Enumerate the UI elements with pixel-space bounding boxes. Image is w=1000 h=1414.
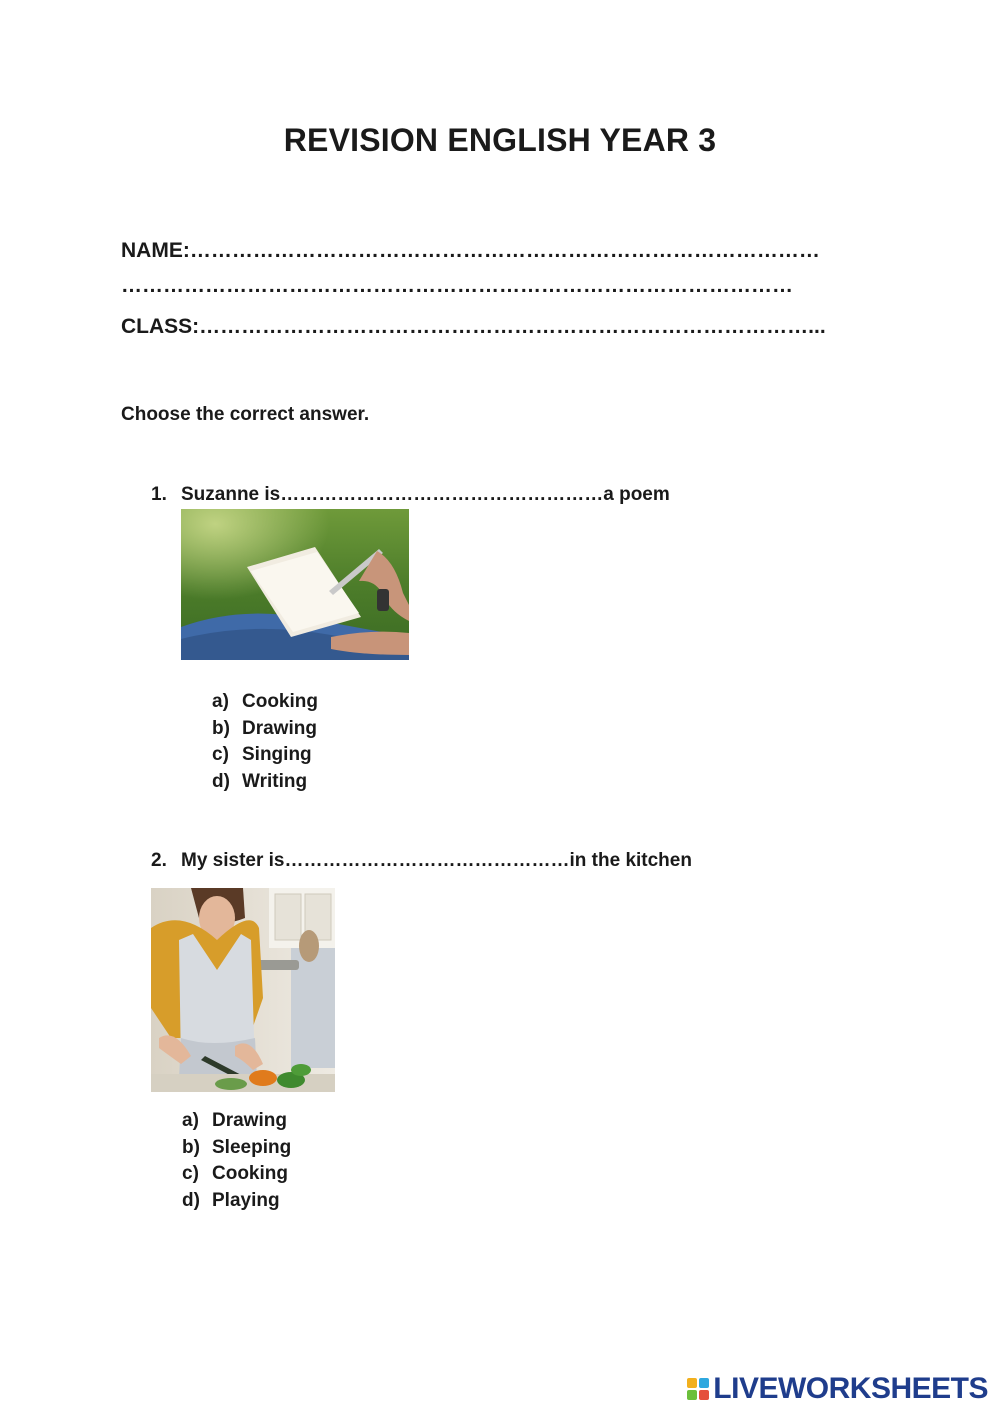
name-dots: ……………………………………………………………………………… (189, 239, 820, 262)
option-d[interactable] (182, 1188, 291, 1215)
writing-photo (181, 509, 409, 660)
option-letter: d) (182, 1190, 200, 1212)
name-field-continuation[interactable] (121, 274, 793, 298)
question-1 (151, 484, 670, 506)
option-text: Drawing (242, 717, 317, 739)
option-letter: c) (182, 1163, 199, 1185)
name-dots-line2: …………………………………………………………………………………… (121, 274, 793, 297)
option-c[interactable] (212, 742, 318, 769)
option-letter: c) (212, 744, 229, 766)
name-field[interactable] (121, 239, 820, 263)
question-number: 1. (151, 484, 167, 505)
option-letter: a) (212, 691, 229, 712)
option-text: Cooking (242, 691, 318, 712)
option-a[interactable] (182, 1108, 291, 1135)
option-text: Cooking (212, 1163, 288, 1185)
option-text: Drawing (212, 1110, 287, 1131)
liveworksheets-logo-icon (687, 1378, 709, 1400)
option-letter: d) (212, 771, 230, 793)
option-b[interactable] (212, 716, 318, 743)
worksheet-title: REVISION ENGLISH YEAR 3 (283, 122, 717, 158)
instruction: Choose the correct answer. (121, 404, 370, 425)
class-label: CLASS: (121, 315, 200, 338)
class-dots: ……………………………………………………………………………... (199, 315, 826, 338)
name-label: NAME: (121, 239, 190, 262)
option-c[interactable] (182, 1161, 291, 1188)
option-text: Writing (242, 771, 308, 793)
class-field[interactable] (121, 315, 826, 339)
options-q2 (182, 1108, 291, 1215)
option-letter: b) (212, 717, 230, 739)
cooking-photo (151, 888, 335, 1092)
option-text: Singing (242, 744, 312, 766)
brand-text: LIVEWORKSHEETS (713, 1372, 988, 1405)
option-a[interactable] (212, 689, 318, 716)
question-text: Suzanne is……………………………………………a poem (181, 484, 670, 505)
question-number: 2. (151, 850, 167, 871)
options-q1 (212, 689, 318, 796)
question-text: My sister is………………………………………in the kitchen (181, 850, 692, 871)
option-d[interactable] (212, 769, 318, 796)
option-text: Playing (212, 1190, 280, 1212)
liveworksheets-brand[interactable] (687, 1372, 988, 1406)
option-letter: b) (182, 1136, 200, 1158)
option-letter: a) (182, 1110, 199, 1131)
question-2 (151, 850, 692, 872)
option-b[interactable] (182, 1135, 291, 1162)
option-text: Sleeping (212, 1136, 292, 1158)
